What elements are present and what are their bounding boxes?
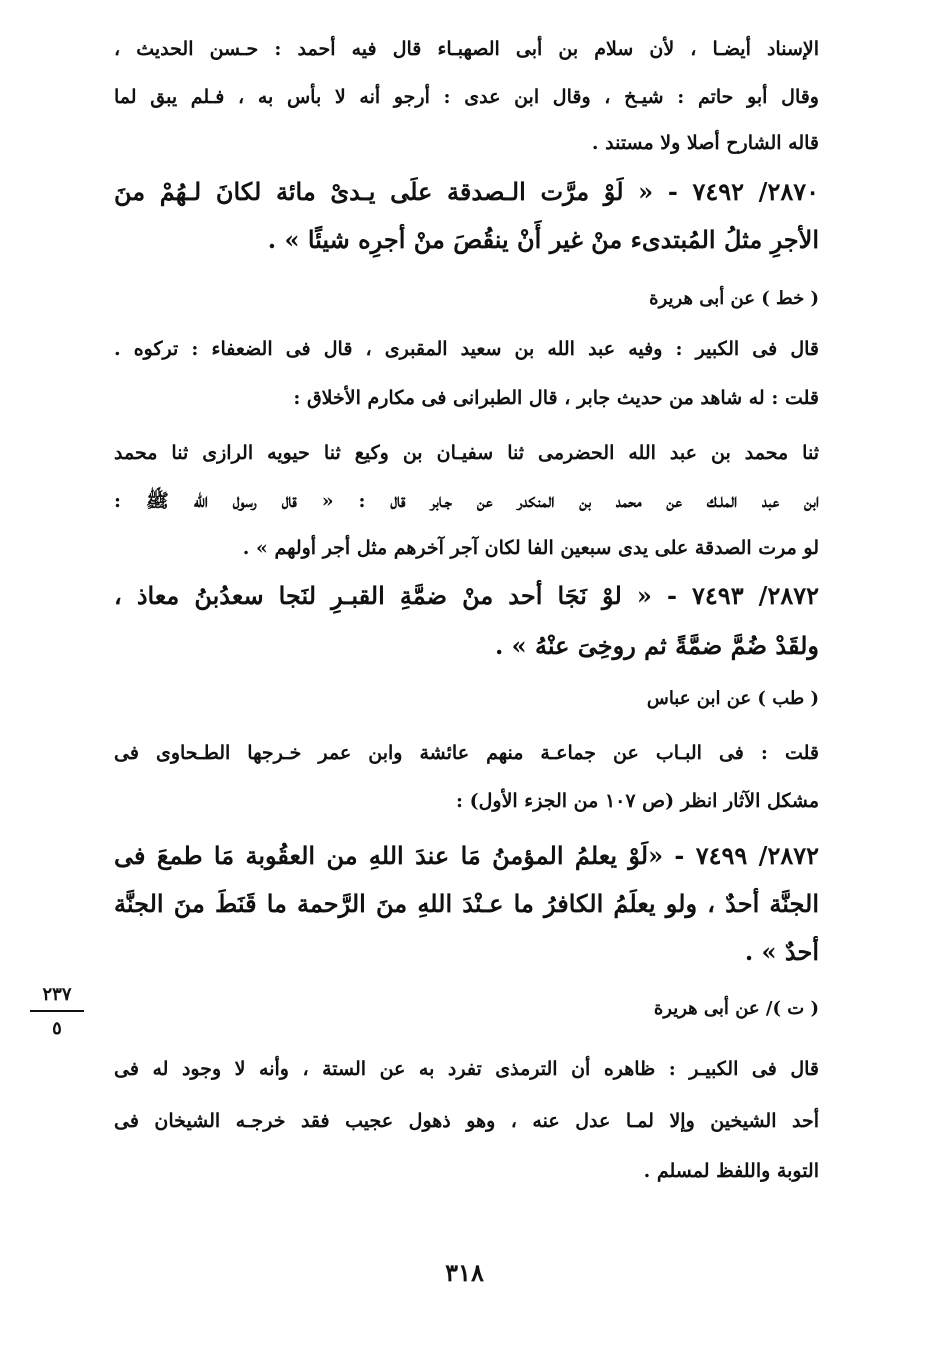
text-line: قلت : فى البـاب عن جماعـة منهم عائشة وابن عمر خـرجها الطـحاوى فى <box>114 742 819 764</box>
text-line: لو مرت الصدقة على يدى سبعين الفا لكان آجر آخرهم مثل أجر أولهم » . <box>242 537 819 559</box>
hadith-line: ٢٨٧٢/ ٧٤٩٩ - «لَوْ يعلمُ المؤمنُ مَا عندَ اللهِ من العقُوبة مَا طمعَ فى <box>114 841 819 870</box>
text-line: الإسناد أيضـا ، لأن سلام بن أبى الصهبـاء قال فيه أحمد : حـسن الحديث ، <box>114 38 819 60</box>
text-line: التوبة واللفظ لمسلم . <box>643 1160 819 1182</box>
page-number: ٣١٨ <box>445 1258 484 1287</box>
text-line: قلت : له شاهد من حديث جابر ، قال الطبرانى فى مكارم الأخلاق : <box>293 387 819 409</box>
margin-rule <box>30 1010 84 1012</box>
hadith-line: الجنَّة أحدٌ ، ولو يعلَمُ الكافرُ ما عـنْدَ اللهِ منَ الرَّحمة ما قَنَطَ منَ الجنَّة <box>114 889 819 918</box>
text-line: قال فى الكبيـر : ظاهره أن الترمذى تفرد به عن الستة ، وأنه لا وجود له فى <box>114 1058 819 1080</box>
hadith-line: أحدٌ » . <box>744 937 819 966</box>
hadith-line: الأجرِ مثلُ المُبتدىء منْ غير أَنْ ينقُصَ منْ أجرِه شيئًا » . <box>267 225 819 254</box>
hadith-source: ( خط ) عن أبى هريرة <box>649 288 819 309</box>
hadith-line: ٢٨٧٢/ ٧٤٩٣ - « لوْ نَجَا أحد منْ ضمَّةِ القبـرِ لنَجا سعدُبنُ معاذ ، <box>114 581 819 610</box>
hadith-line: ٢٨٧٠/ ٧٤٩٢ - « لَوْ مرَّت الـصدقة علَى يـدىْ مائة لكانَ لـهُمْ منَ <box>114 177 819 206</box>
text-line: وقال أبو حاتم : شيـخ ، وقال ابن عدى : أرجو أنه لا بأس به ، فـلم يبق لما <box>114 86 819 108</box>
text-line: قال فى الكبير : وفيه عبد الله بن سعيد المقبرى ، قال فى الضعفاء : تركوه . <box>114 338 819 360</box>
text-line: ثنا محمد بن عبد الله الحضرمى ثنا سفيـان بن وكيع ثنا حيويه الرازى ثنا محمد <box>114 442 819 464</box>
text-line: ابن عبد الملـك عن محمد بن المنكدر عن جـابر قال : « قال رسول الله ﷺ : <box>114 490 819 512</box>
hadith-source: ( طب ) عن ابن عباس <box>646 688 819 709</box>
text-line: مشكل الآثار انظر (ص ١٠٧ من الجزء الأول) : <box>455 790 819 812</box>
text-line: أحد الشيخين وإلا لمـا عدل عنه ، وهو ذهول عجيب فقد خرجـه الشيخان فى <box>114 1110 819 1132</box>
hadith-source: ( ت )/ عن أبى هريرة <box>653 998 819 1019</box>
margin-reference-bottom: ٥ <box>52 1018 62 1039</box>
hadith-line: ولقَدْ ضُمَّ ضمَّةً ثم روخِىَ عنْهُ » . <box>494 631 819 660</box>
text-line: قاله الشارح أصلا ولا مستند . <box>591 132 819 154</box>
margin-reference-top: ٢٣٧ <box>42 984 72 1005</box>
